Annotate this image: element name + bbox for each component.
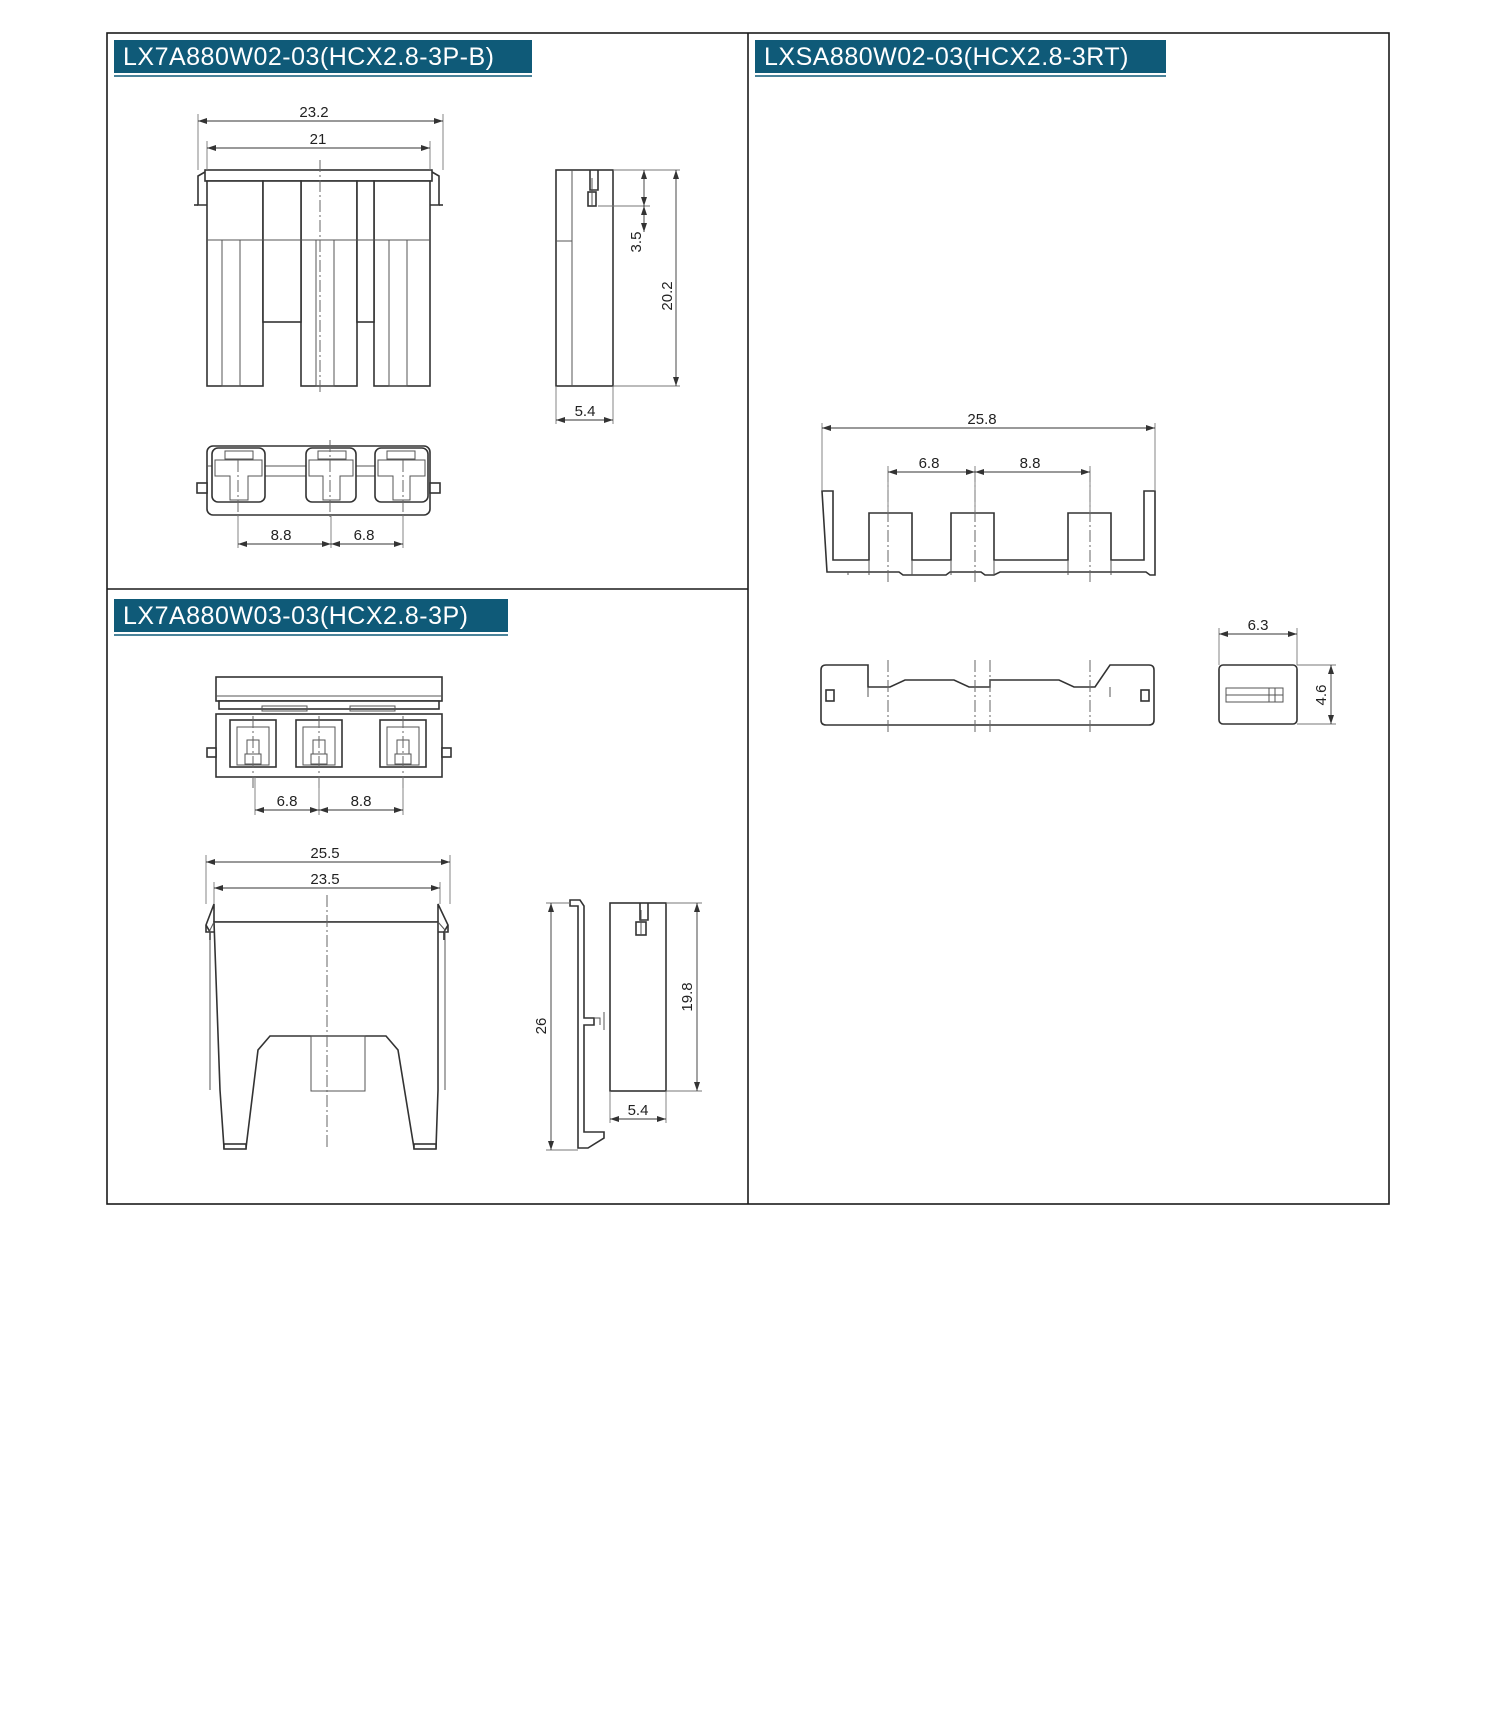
dim-label-body-height: 19.8 (679, 982, 696, 1012)
dim-label-pitch-a: 6.8 (918, 455, 940, 472)
dim-bottom-left-height (533, 903, 578, 1150)
dim-label-depth: 6.3 (1247, 617, 1269, 634)
dim-right-depth (1219, 617, 1297, 665)
side-view-3rt (1219, 665, 1297, 724)
dim-top-left-inner-width (207, 131, 430, 170)
dim-bottom-left-pitches (255, 777, 403, 815)
top-view-3rt (821, 660, 1154, 735)
dim-label-depth: 5.4 (574, 403, 596, 420)
dim-label-height: 20.2 (659, 281, 676, 311)
dim-label-pitch-b: 8.8 (1019, 455, 1041, 472)
dim-label-latch: 3.5 (628, 231, 645, 253)
front-view-3rt (822, 470, 1155, 582)
panel-title-right: LXSA880W02-03(HCX2.8-3RT) (764, 43, 1129, 71)
panel-title-bottom-left: LX7A880W03-03(HCX2.8-3P) (123, 602, 469, 630)
dim-label-depth: 5.4 (627, 1102, 649, 1119)
dim-label-overall-width: 23.2 (299, 104, 329, 121)
top-view-3p (207, 677, 451, 790)
dim-label-overall-width: 25.8 (967, 411, 997, 428)
dim-bottom-left-body-height (666, 903, 702, 1091)
dim-top-left-height (613, 170, 680, 386)
title-bar-top-left (114, 40, 532, 76)
bottom-view-3p-b (197, 440, 440, 520)
dim-label-overall-width: 25.5 (310, 845, 340, 862)
dim-top-left-depth (556, 386, 613, 424)
dim-label-pitch-a: 8.8 (270, 527, 292, 544)
front-view-3p-b (194, 160, 443, 395)
dim-right-pitches (888, 455, 1090, 513)
dim-label-inner-width: 21 (309, 131, 327, 148)
dim-label-height: 26 (533, 1017, 550, 1035)
panel-title-top-left: LX7A880W02-03(HCX2.8-3P-B) (123, 43, 495, 71)
dim-label-inner-width: 23.5 (310, 871, 340, 888)
side-view-3p-b (556, 170, 613, 386)
front-view-3p (206, 895, 448, 1150)
dim-bottom-left-depth (610, 1091, 666, 1123)
title-bar-right (755, 40, 1166, 76)
dim-label-pitch-a: 6.8 (276, 793, 298, 810)
title-bar-bottom-left (114, 599, 508, 635)
dim-right-overall-width (822, 411, 1155, 491)
dim-label-pitch-b: 8.8 (350, 793, 372, 810)
side-view-3p (570, 900, 666, 1148)
dim-top-left-pitches (238, 515, 403, 548)
dim-right-height (1297, 665, 1336, 724)
dim-label-height: 4.6 (1313, 684, 1330, 706)
dim-label-pitch-b: 6.8 (353, 527, 375, 544)
